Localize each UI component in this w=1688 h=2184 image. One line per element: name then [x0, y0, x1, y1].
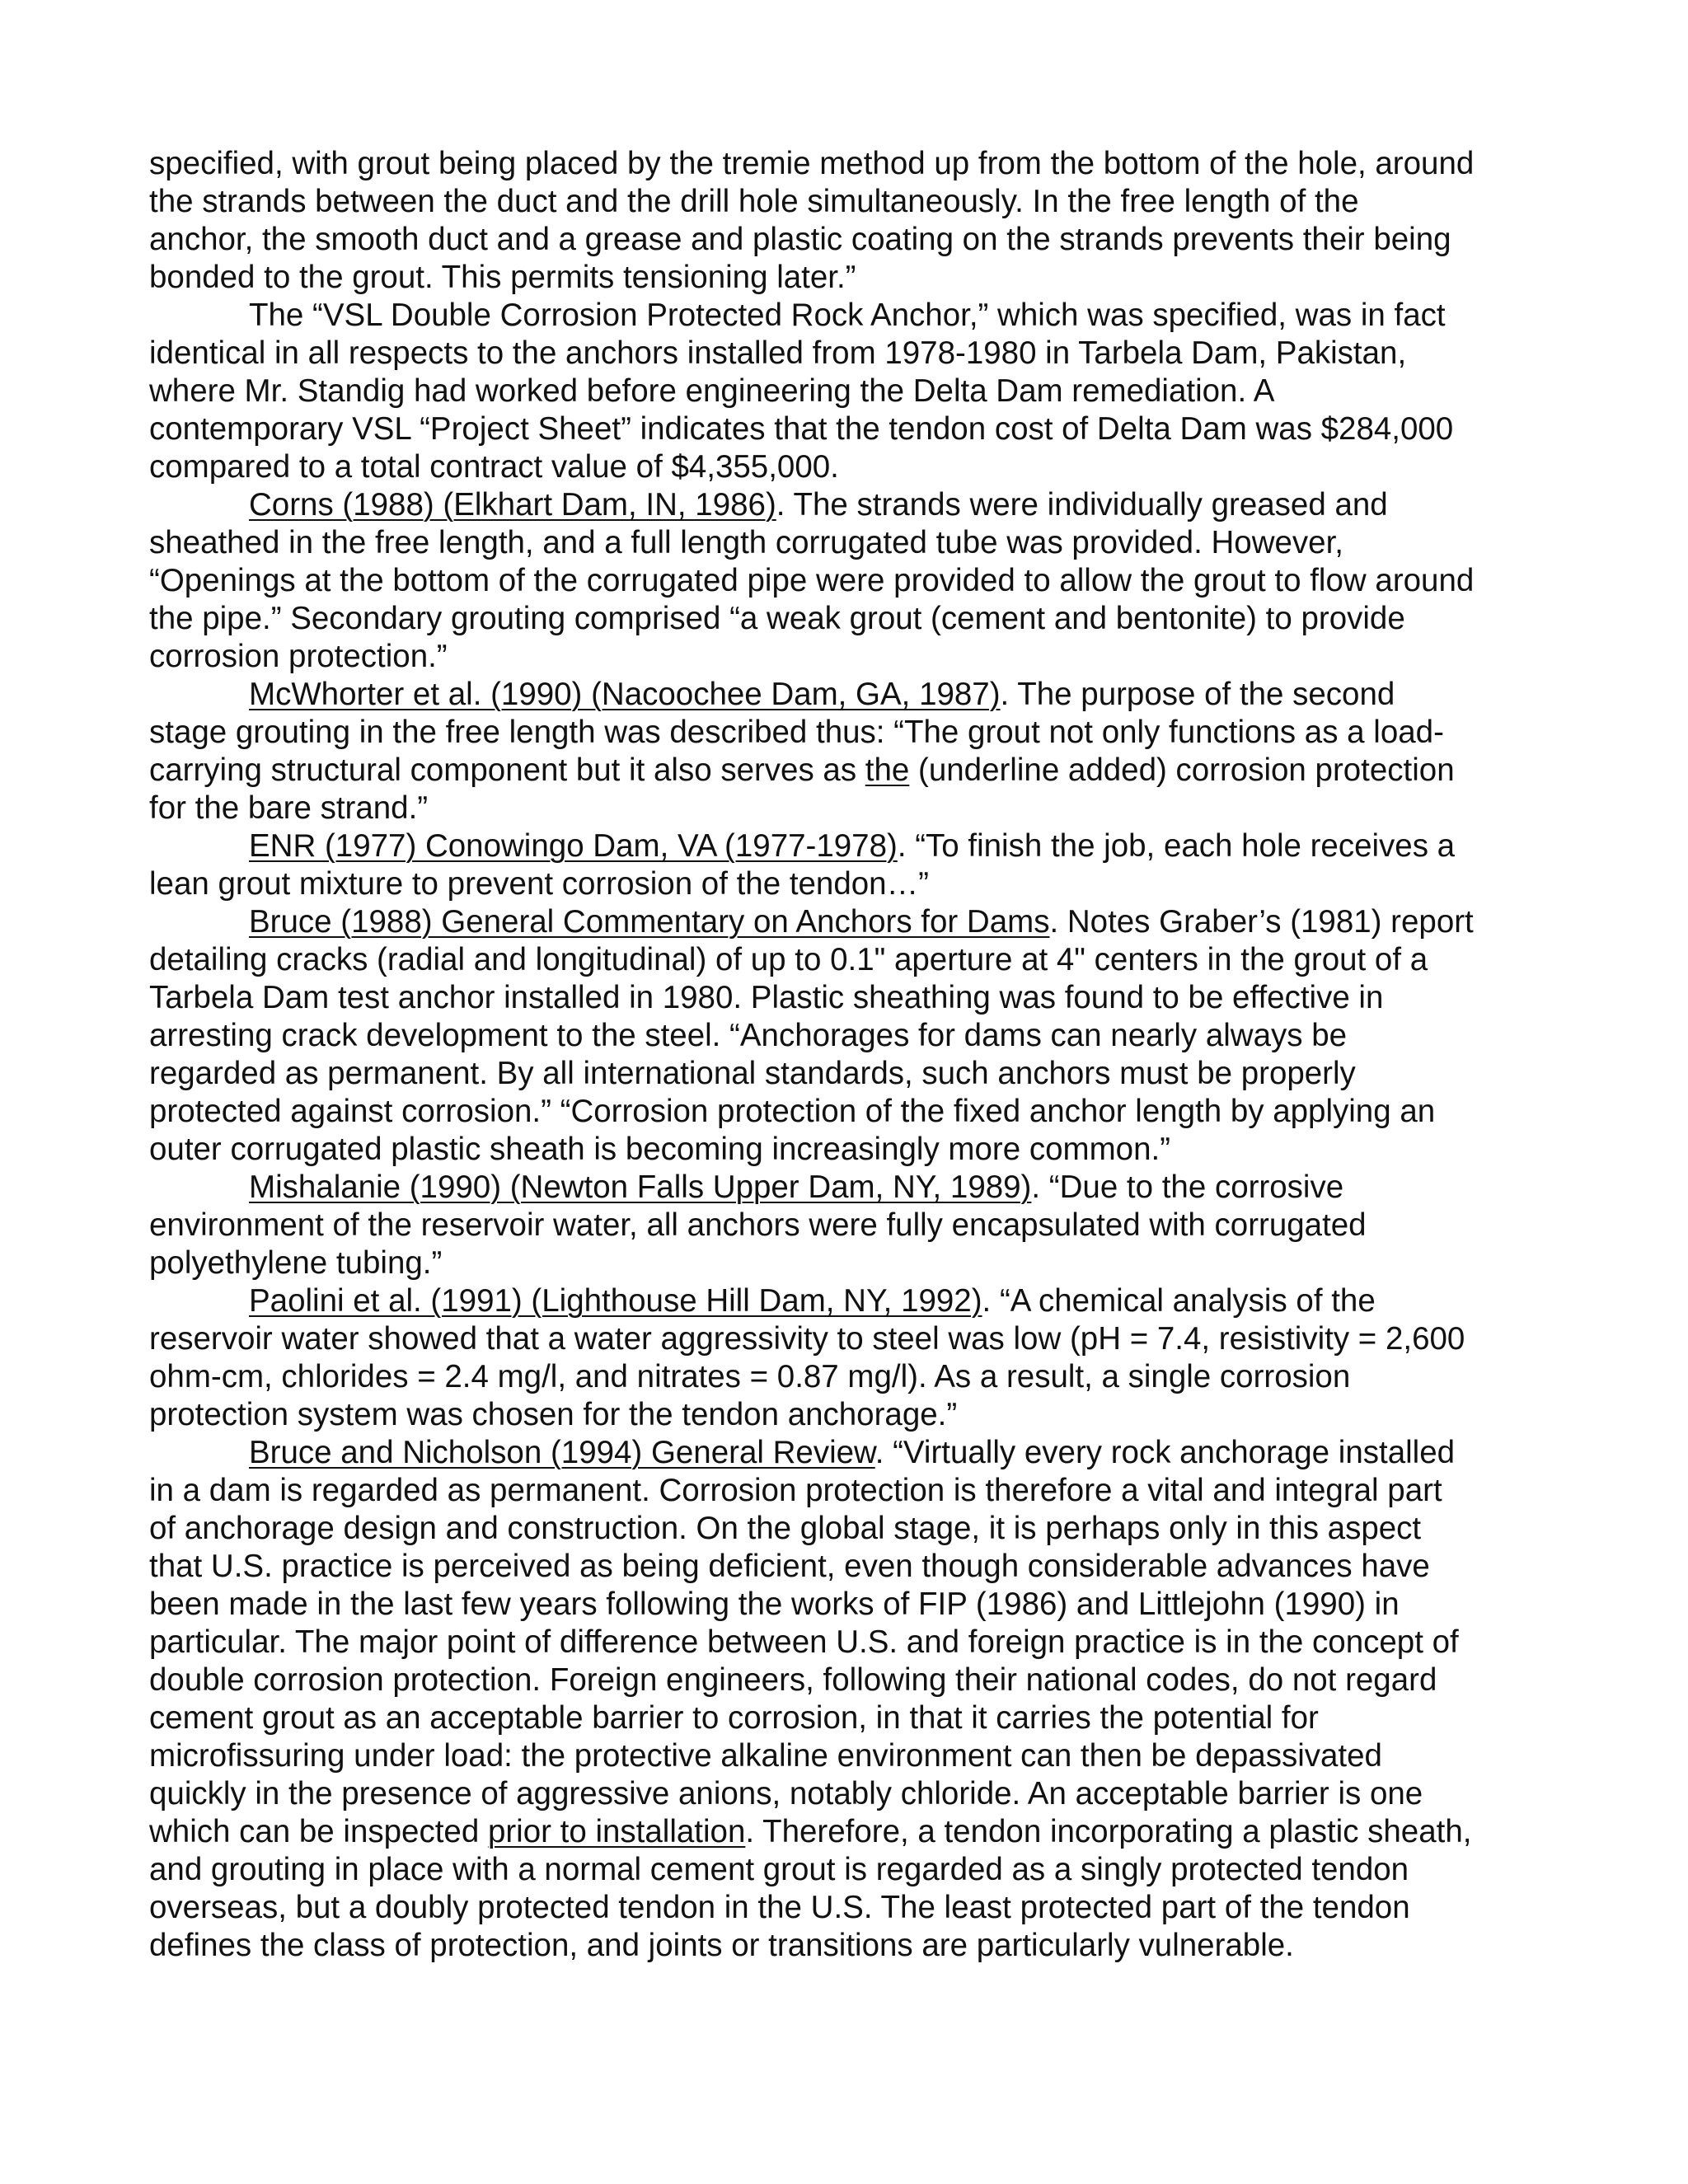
- document-body: [149, 145, 1550, 1965]
- paragraph-text: (underline added) corrosion protection for the bare strand.”: [149, 752, 1455, 826]
- paragraph-text: . Therefore, a tendon incorporating a plastic sheath, and grouting in place with a normal cement grout is regarded as a singly protected tendon overseas, but a doubly protected tendon in the U.S. The least protected part of the tendon defines the class of protection, and joints or transitions are particularly vulnerable.: [149, 1814, 1472, 1963]
- paragraph-text: The “VSL Double Corrosion Protected Rock Anchor,” which was specified, was in fact identical in all respects to the anchors installed from 1978-1980 in Tarbela Dam, Pakistan, where Mr. Standig had worked before engineering the Delta Dam remediation. A contemporary VSL “Project Sheet” indicates that the tendon cost of Delta Dam was $284,000 compared to a total contract value of $4,355,000.: [149, 298, 1454, 485]
- paragraph-corns-1988: [149, 486, 1550, 676]
- paragraph-text: . “A chemical analysis of the reservoir water showed that a water aggressivity to steel was low (pH = 7.4, resistivity = 2,600 ohm-cm, chlorides = 2.4 mg/l, and nitrates = 0.87 mg/l). As a result, a single corrosion protection system was chosen for the tendon anchorage.”: [149, 1283, 1465, 1432]
- paragraph-text: . “Due to the corrosive environment of the reservoir water, all anchors were fully encapsulated with corrugated polyethylene tubing.”: [149, 1169, 1367, 1281]
- underlined-phrase: prior to installation: [487, 1814, 746, 1849]
- reference-heading: Mishalanie (1990) (Newton Falls Upper Dam, NY, 1989): [249, 1169, 1032, 1205]
- paragraph-text: . The strands were individually greased and sheathed in the free length, and a full length corrugated tube was provided. However, “Openings at the bottom of the corrugated pipe were provided to allow the grout to flow around the pipe.” Secondary grouting comprised “a weak grout (cement and bentonite) to provide corrosion protection.”: [149, 487, 1475, 674]
- paragraph-text: . “Virtually every rock anchorage installed in a dam is regarded as permanent. Corrosion protection is therefore a vital and integral part of anchorage design and construction. On the global stage, it is perhaps only in this aspect that U.S. practice is perceived as being deficient, even though considerable advances have been made in the last few years following the works of FIP (1986) and Littlejohn (1990) in particular. The major point of difference between U.S. and foreign practice is in the concept of double corrosion protection. Foreign engineers, following their national codes, do not regard cement grout as an acceptable barrier to corrosion, in that it carries the potential for microfissuring under load: the protective alkaline environment can then be depassivated quickly in the presence of aggressive anions, notably chloride. An acceptable barrier is one which can be inspected: [149, 1435, 1459, 1849]
- reference-heading: McWhorter et al. (1990) (Nacoochee Dam, GA, 1987): [249, 677, 1001, 712]
- paragraph-enr-1977: [149, 827, 1550, 903]
- paragraph-bruce-nicholson-1994: [149, 1434, 1550, 1965]
- paragraph-vsl-anchor: [149, 297, 1550, 486]
- paragraph-text: . “To finish the job, each hole receives a lean grout mixture to prevent corrosion of the tendon…”: [149, 828, 1456, 902]
- reference-heading: ENR (1977) Conowingo Dam, VA (1977-1978): [249, 828, 898, 864]
- paragraph-mishalanie-1990: [149, 1169, 1550, 1282]
- paragraph-text: . Notes Graber’s (1981) report detailing cracks (radial and longitudinal) of up to 0.1" aperture at 4" centers in the grout of a Tarbela Dam test anchor installed in 1980. Plastic sheathing was found to be effective in arresting crack development to the steel. “Anchorages for dams can nearly always be regarded as permanent. By all international standards, such anchors must be properly protected against corrosion.” “Corrosion protection of the fixed anchor length by applying an outer corrugated plastic sheath is becoming increasingly more common.”: [149, 904, 1474, 1167]
- paragraph-text: . The purpose of the second stage grouting in the free length was described thus: “The grout not only functions as a load- carrying structural component but it also serves as: [149, 677, 1444, 788]
- reference-heading: Bruce and Nicholson (1994) General Review: [249, 1435, 875, 1470]
- paragraph-bruce-1988: [149, 903, 1550, 1169]
- paragraph-mcwhorter-1990: [149, 676, 1550, 827]
- reference-heading: Bruce (1988) General Commentary on Anchors for Dams: [249, 904, 1050, 940]
- paragraph-tremie-grouting: [149, 145, 1550, 297]
- reference-heading: Corns (1988) (Elkhart Dam, IN, 1986): [249, 487, 776, 523]
- reference-heading: Paolini et al. (1991) (Lighthouse Hill Dam, NY, 1992): [249, 1283, 982, 1319]
- paragraph-text: specified, with grout being placed by the tremie method up from the bottom of the hole, around the strands between the duct and the drill hole simultaneously. In the free length of the anchor, the smooth duct and a grease and plastic coating on the strands prevents their being bonded to the grout. This permits tensioning later.”: [149, 146, 1475, 295]
- underlined-word: the: [865, 752, 910, 788]
- paragraph-paolini-1991: [149, 1282, 1550, 1434]
